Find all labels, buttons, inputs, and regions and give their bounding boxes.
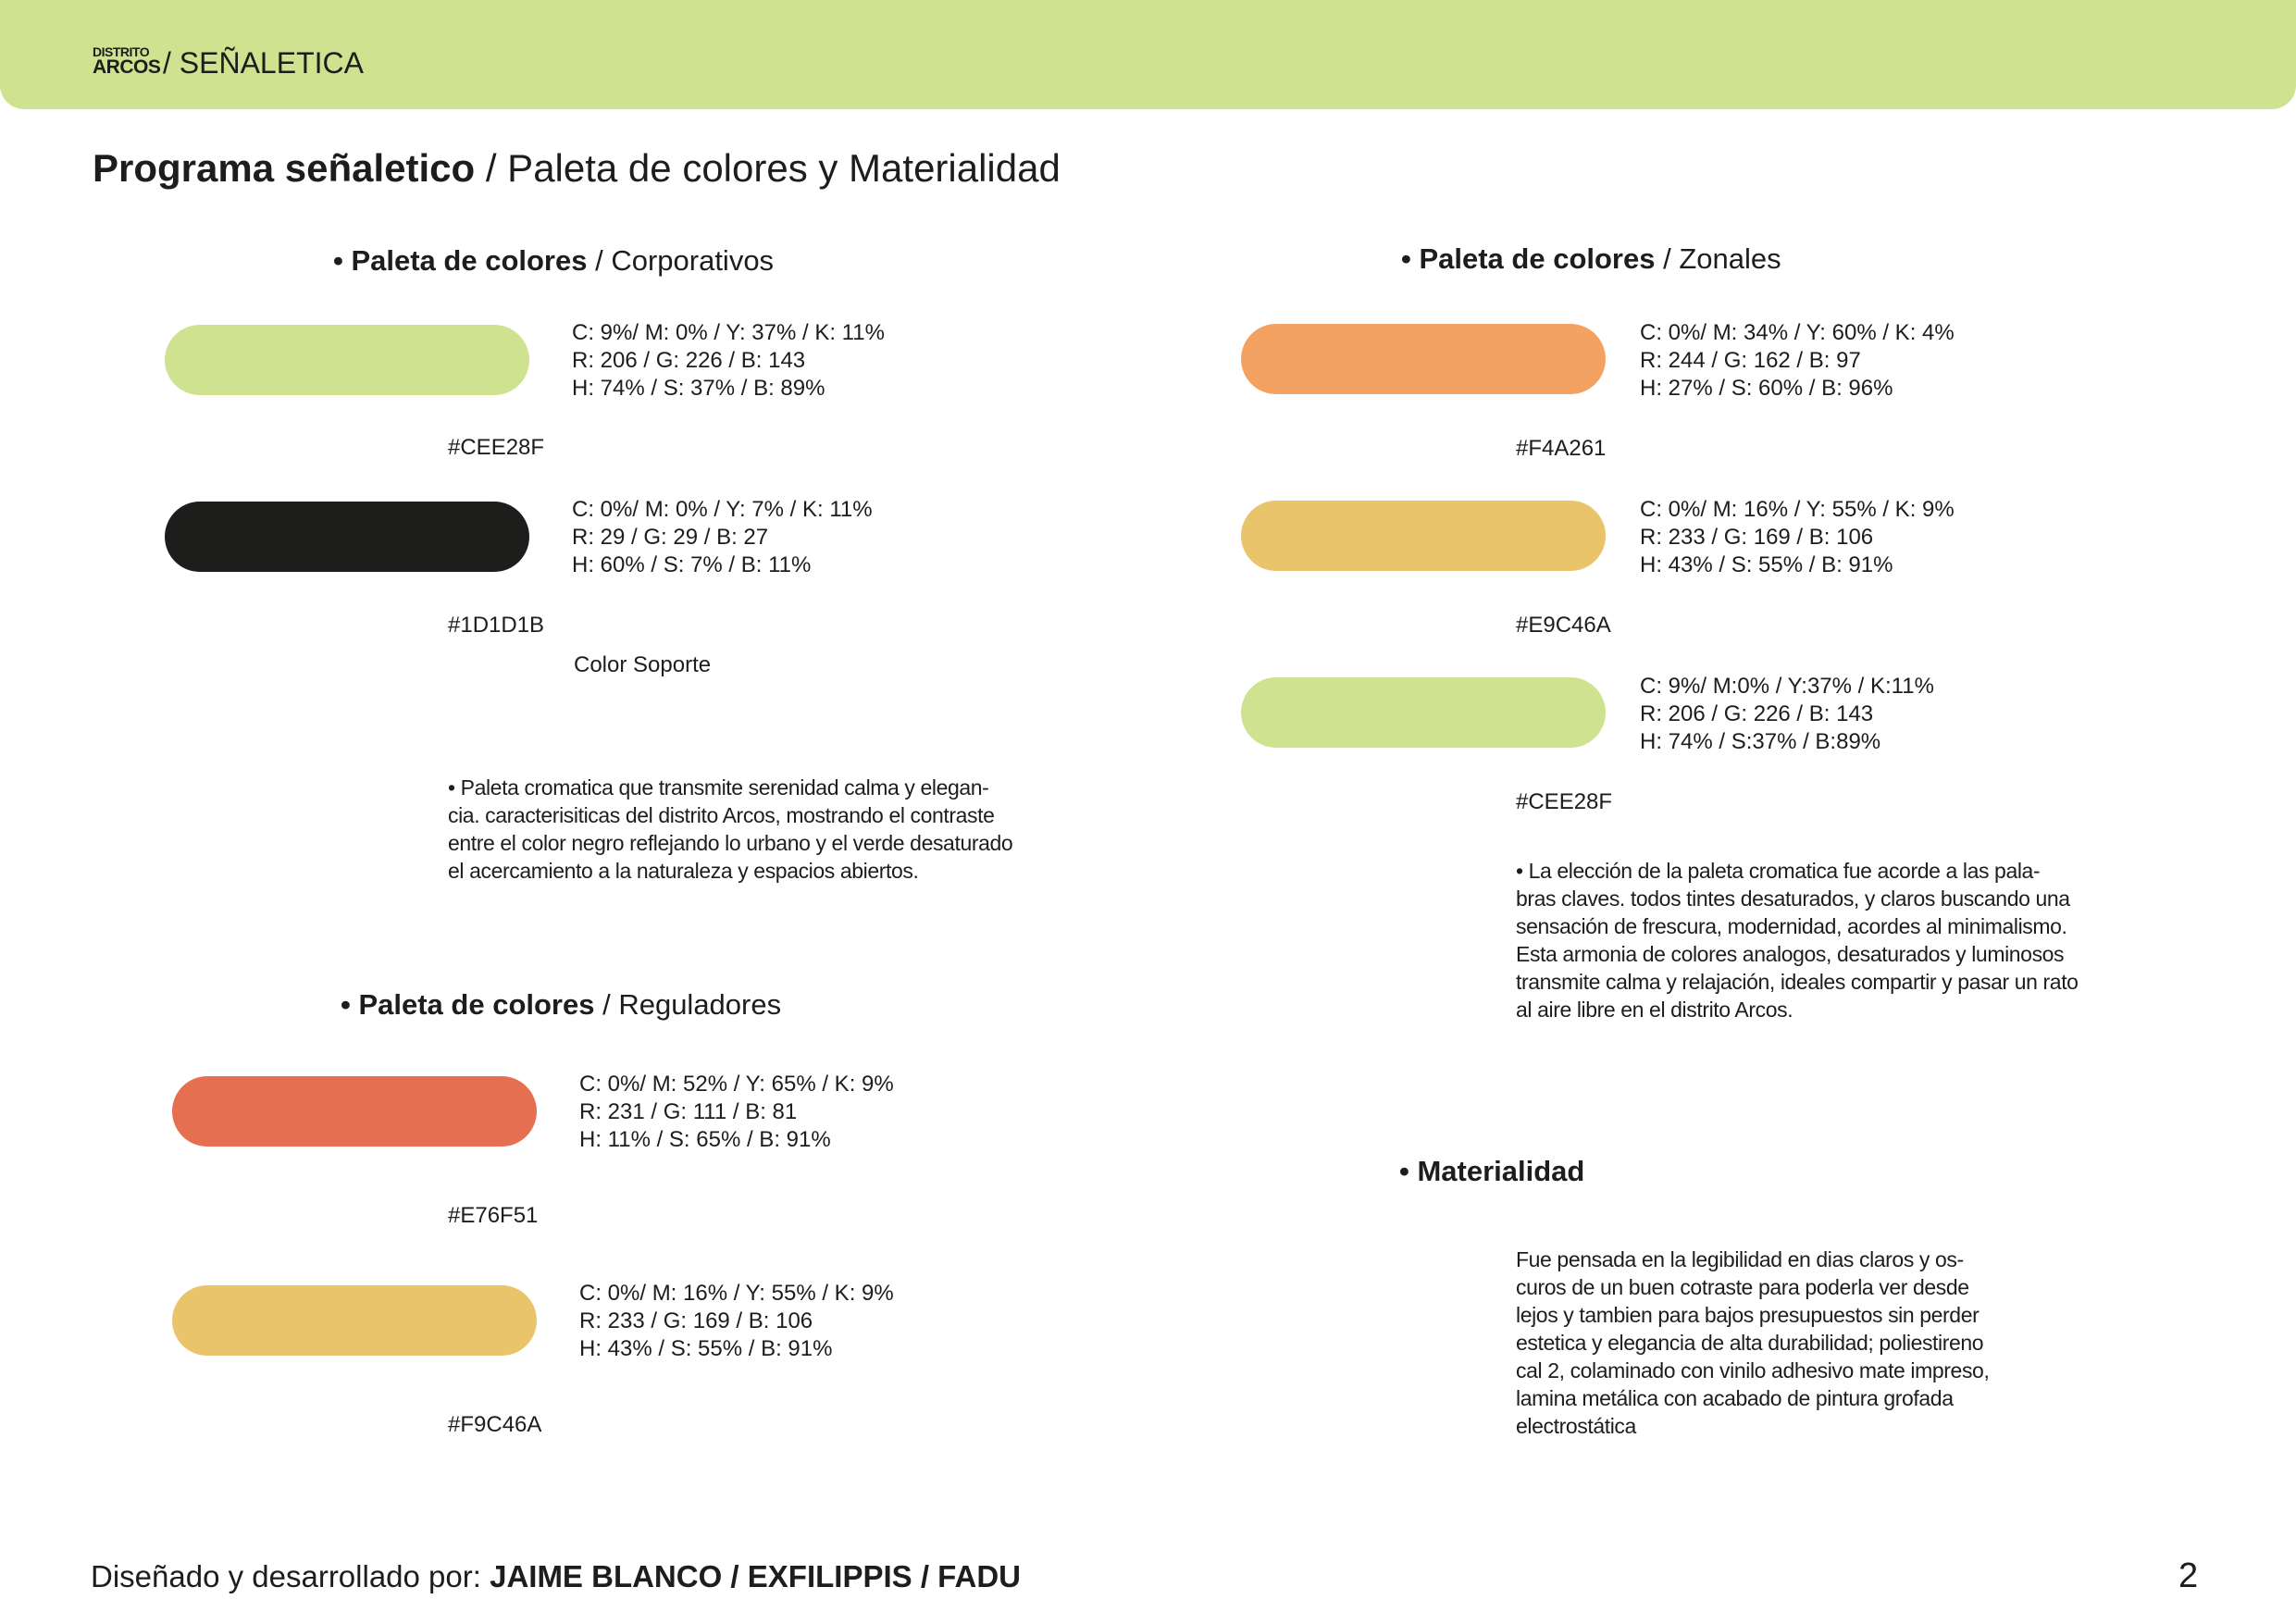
hsb-value: H: 74% / S:37% / B:89% [1640, 729, 1881, 754]
footer-credit-prefix: Diseñado y desarrollado por: [91, 1559, 490, 1593]
heading-corporativos-bold: • Paleta de colores [333, 244, 588, 277]
heading-zonales [1401, 242, 1781, 276]
materialidad-description: Fue pensada en la legibilidad en dias claros y os- curos de un buen cotraste para poderla ver desde lejos y tambien para bajos presupuestos sin perder estetica y elegancia de alta durabilidad; poliestireno cal 2, colaminado con vinilo adhesivo mate impreso, lamina metálica con acabado de pintura grofada electrostática [1516, 1247, 1990, 1438]
hsb-value: H: 27% / S: 60% / B: 96% [1640, 376, 1893, 401]
footer-credit-names: JAIME BLANCO / EXFILIPPIS / FADU [490, 1559, 1021, 1593]
hex-zonal-orange: #F4A261 [1516, 436, 1607, 461]
hex-regulador-yellow: #F9C46A [448, 1412, 542, 1437]
specs-regulador-red [579, 1071, 894, 1154]
specs-zonal-orange [1640, 319, 1955, 403]
specs-corporativo-black [572, 496, 873, 579]
rgb-value: R: 29 / G: 29 / B: 27 [572, 525, 769, 550]
specs-corporativo-green [572, 319, 885, 403]
heading-corporativos [333, 244, 774, 278]
hsb-value: H: 74% / S: 37% / B: 89% [572, 376, 825, 401]
swatch-regulador-red [172, 1076, 537, 1147]
rgb-value: R: 206 / G: 226 / B: 143 [572, 348, 806, 373]
logo-line-2: ARCOS [93, 56, 161, 79]
logo-line-1: DISTRITO [93, 44, 150, 59]
swatch-regulador-yellow [172, 1285, 537, 1356]
hex-zonal-green: #CEE28F [1516, 789, 1613, 814]
hex-corporativo-black: #1D1D1B [448, 613, 545, 638]
rgb-value: R: 206 / G: 226 / B: 143 [1640, 701, 1874, 726]
hex-regulador-red: #E76F51 [448, 1203, 539, 1228]
zonales-description: • La elección de la paleta cromatica fue acorde a las pala- bras claves. todos tintes desaturados, y claros buscando una sensación de frescura, modernidad, acordes al minimalismo. Esta armonia de colores analogos, desaturados y luminosos transmite calma y relajación, ideales compartir y pasar un rato al aire libre en el distrito Arcos. [1516, 859, 2079, 1022]
page-title-rest: / Paleta de colores y Materialidad [475, 146, 1061, 190]
heading-reguladores-rest: / Reguladores [594, 988, 782, 1021]
heading-corporativos-rest: / Corporativos [587, 244, 775, 277]
hsb-value: H: 11% / S: 65% / B: 91% [579, 1127, 831, 1152]
cmyk-value: C: 0%/ M: 16% / Y: 55% / K: 9% [1640, 497, 1955, 522]
heading-reguladores [341, 988, 781, 1022]
cmyk-value: C: 0%/ M: 16% / Y: 55% / K: 9% [579, 1281, 894, 1306]
swatch-corporativo-green [165, 325, 529, 395]
heading-reguladores-bold: • Paleta de colores [341, 988, 595, 1021]
heading-materialidad [1399, 1155, 1584, 1188]
specs-zonal-yellow [1640, 496, 1955, 579]
cmyk-value: C: 0%/ M: 52% / Y: 65% / K: 9% [579, 1072, 894, 1097]
cmyk-value: C: 0%/ M: 34% / Y: 60% / K: 4% [1640, 320, 1955, 345]
page-title [93, 146, 1061, 191]
cmyk-value: C: 9%/ M:0% / Y:37% / K:11% [1640, 674, 1934, 699]
support-color-label: Color Soporte [574, 652, 712, 677]
heading-zonales-bold: • Paleta de colores [1401, 242, 1656, 275]
brand-logo [93, 44, 161, 79]
page-number: 2 [2178, 1556, 2199, 1595]
hex-zonal-yellow: #E9C46A [1516, 613, 1611, 638]
cmyk-value: C: 0%/ M: 0% / Y: 7% / K: 11% [572, 497, 873, 522]
specs-regulador-yellow [579, 1280, 894, 1363]
footer-credit [91, 1559, 1021, 1594]
heading-zonales-rest: / Zonales [1655, 242, 1781, 275]
swatch-zonal-orange [1241, 324, 1606, 394]
swatch-corporativo-black [165, 502, 529, 572]
hex-corporativo-green: #CEE28F [448, 435, 545, 460]
rgb-value: R: 233 / G: 169 / B: 106 [579, 1308, 813, 1333]
hsb-value: H: 43% / S: 55% / B: 91% [579, 1336, 833, 1361]
cmyk-value: C: 9%/ M: 0% / Y: 37% / K: 11% [572, 320, 885, 345]
rgb-value: R: 244 / G: 162 / B: 97 [1640, 348, 1861, 373]
hsb-value: H: 60% / S: 7% / B: 11% [572, 552, 812, 577]
heading-materialidad-bold: • Materialidad [1399, 1155, 1585, 1187]
rgb-value: R: 231 / G: 111 / B: 81 [579, 1099, 798, 1124]
swatch-zonal-yellow [1241, 501, 1606, 571]
swatch-zonal-green [1241, 677, 1606, 748]
corporativos-description: • Paleta cromatica que transmite serenidad calma y elegan- cia. caracterisiticas del distrito Arcos, mostrando el contraste entre el color negro reflejando lo urbano y el verde desaturado el acercamiento a la naturaleza y espacios abiertos. [448, 775, 1013, 883]
specs-zonal-green [1640, 673, 1934, 756]
hsb-value: H: 43% / S: 55% / B: 91% [1640, 552, 1893, 577]
header-section-label: / SEÑALETICA [163, 46, 364, 80]
page-title-bold: Programa señaletico [93, 146, 476, 190]
rgb-value: R: 233 / G: 169 / B: 106 [1640, 525, 1874, 550]
